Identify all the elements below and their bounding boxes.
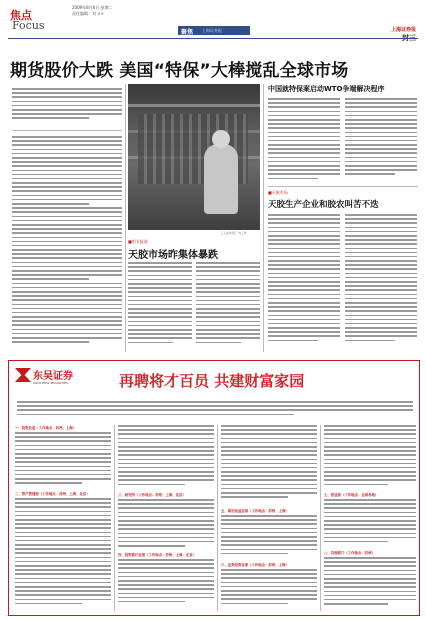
lead-divider	[12, 130, 122, 131]
ad-col-rule-1	[114, 425, 115, 611]
wto-body-right	[345, 98, 417, 184]
ad-section-body	[15, 432, 111, 488]
ad-section-body	[118, 559, 214, 607]
ad-section-title: 六、证券投资总部（工作地点：苏州、上海）	[221, 563, 289, 567]
ad-section-body	[221, 425, 317, 505]
section-english: Focus	[12, 19, 45, 32]
ad-section-title: 五、固定收益总部（工作地点：苏州、上海）	[221, 509, 289, 513]
factory-photo	[128, 84, 260, 230]
section-title: 焦点	[10, 9, 32, 22]
center-column-rule	[263, 84, 264, 352]
ad-frame	[8, 360, 420, 616]
rubber-body-left	[268, 214, 340, 350]
masthead	[0, 0, 426, 38]
ad-section-title: 四、投资银行总部（工作地点：苏州、上海、北京）	[118, 553, 196, 557]
left-column-rule	[125, 84, 126, 352]
editor-line: 责任编辑：刘 ××	[72, 11, 104, 16]
date-line: 2009年8月6日 星期二	[72, 5, 113, 10]
tire-tag	[128, 239, 148, 245]
tire-tag-text: 相关报道	[131, 239, 148, 244]
ad-section-body	[118, 425, 214, 489]
ad-section-body	[324, 499, 416, 547]
center-tag: 聚焦	[181, 29, 194, 36]
ad-headline-banner	[109, 367, 409, 393]
ad-section-body	[118, 499, 214, 549]
ad-section-body	[15, 498, 111, 610]
center-subtitle: 上海证券报	[202, 28, 222, 33]
photo-caption: 工人在纺织厂内工作	[220, 231, 248, 235]
soochow-logo-icon	[15, 368, 31, 382]
ad-logo	[15, 366, 95, 394]
ad-section-title: 七、营业部（工作地点：全国各地）	[324, 493, 379, 497]
masthead-rule	[8, 38, 418, 39]
ad-section-body	[221, 569, 317, 609]
ad-section-body	[221, 515, 317, 559]
tire-tag-bullet: ■	[128, 239, 132, 244]
rubber-tag-bullet: ■	[268, 190, 272, 195]
ad-col-3	[221, 425, 317, 611]
ad-col-2	[118, 425, 214, 611]
rubber-body-right	[345, 214, 417, 350]
rubber-title: 天胶生产企业和胶农叫苦不迭	[268, 200, 379, 210]
paper-name: 上海证券报	[390, 27, 416, 33]
ad-col-1	[15, 425, 111, 611]
tire-title: 天胶市场昨集体暴跌	[128, 250, 218, 261]
ad-col-rule-3	[320, 425, 321, 611]
center-tag-box	[178, 26, 250, 35]
ad-section-title: 八、其他部门（工作地点：苏州）	[324, 551, 375, 555]
left-column-text	[12, 136, 122, 346]
ad-section-body	[324, 425, 416, 489]
wto-title: 中国就特保案启动WTO争端解决程序	[268, 85, 385, 93]
tire-body-left	[128, 262, 192, 350]
ad-section-title: 一、投资总监（工作地点：苏州、上海）	[15, 426, 77, 430]
rubber-tag	[268, 190, 288, 196]
ad-col-4	[324, 425, 416, 611]
ad-section-body	[324, 557, 416, 609]
wto-divider	[268, 186, 418, 187]
lead-paragraph	[12, 88, 122, 128]
ad-headline: 再聘将才百员 共建财富家园	[119, 372, 305, 390]
main-headline: 期货股价大跌 美国“特保”大棒搅乱全球市场	[10, 61, 349, 81]
rubber-tag-text: 天胶市场	[271, 190, 288, 195]
ad-logo-text: 东吴证券	[33, 371, 73, 382]
tire-body-right	[196, 262, 260, 350]
ad-section-title: 二、资产管理部（工作地点：苏州、上海、北京）	[15, 492, 90, 496]
ad-intro-text	[17, 401, 413, 421]
ad-col-rule-2	[217, 425, 218, 611]
ad-section-title: 三、研究所（工作地点：苏州、上海、北京）	[118, 493, 186, 497]
ad-logo-english: SOOCHOW SECURITIES	[33, 381, 68, 385]
wto-body-left	[268, 98, 340, 184]
